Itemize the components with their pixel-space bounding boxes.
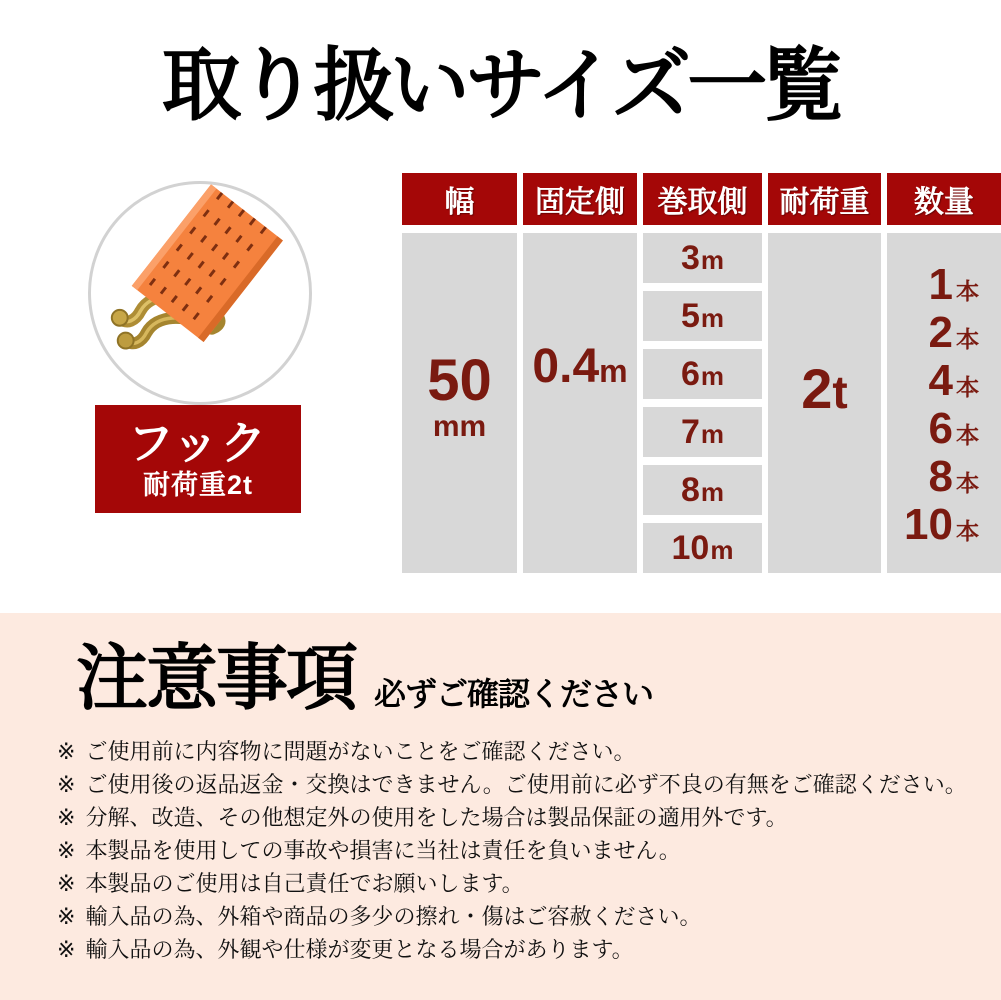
quantity-number: 8 [928,452,953,501]
quantity-row [929,451,979,499]
size-table [402,173,1001,573]
roll-length-number: 5 [680,297,700,335]
note-marker: ※ [57,805,76,830]
quantity-unit: 本 [956,278,979,304]
roll-length-number: 6 [680,355,700,393]
roll-length-number: 10 [671,529,710,567]
roll-length-unit: m [700,303,725,333]
quantity-unit: 本 [956,326,979,352]
cell-width [402,233,517,573]
col-header-load-capacity: 耐荷重 [768,173,881,225]
roll-length-number: 7 [680,413,700,451]
quantity-unit: 本 [956,518,979,544]
note-text: ご使用後の返品返金・交換はできません。ご使用前に必ず不良の有無をご確認ください。 [85,772,967,797]
quantity-number: 6 [928,404,953,453]
quantity-number: 4 [928,356,953,405]
notice-item [57,905,967,929]
notice-header [76,639,654,719]
roll-length-cell [643,291,762,341]
quantity-unit: 本 [956,470,979,496]
notice-item [57,839,967,863]
fixed-side-unit: m [599,353,628,389]
notice-list [57,740,967,971]
quantity-unit: 本 [956,422,979,448]
product-sublabel: 耐荷重2t [142,469,253,500]
quantity-number: 2 [928,308,953,357]
roll-length-unit: m [700,361,725,391]
col-header-quantity: 数量 [887,173,1001,225]
width-unit: mm [432,410,487,443]
roll-length-number: 8 [680,471,700,509]
cell-load-capacity [768,233,881,573]
note-marker: ※ [57,937,76,962]
load-capacity-number: 2 [801,357,833,420]
roll-length-cell [643,233,762,283]
roll-length-cell [643,523,762,573]
load-capacity-unit: t [832,366,848,418]
quantity-row [929,355,979,403]
notice-item [57,872,967,896]
note-marker: ※ [57,772,76,797]
note-text: 本製品を使用しての事故や損害に当社は責任を負いません。 [85,838,681,863]
note-marker: ※ [57,871,76,896]
quantity-number: 1 [928,260,953,309]
notice-item [57,938,967,962]
quantity-row [929,259,979,307]
product-photo [88,181,312,405]
note-text: 輸入品の為、外箱や商品の多少の擦れ・傷はご容赦ください。 [85,904,702,929]
product-label-box [95,405,301,513]
roll-length-number: 3 [680,239,700,277]
cell-quantity [887,233,1001,573]
quantity-row [929,403,979,451]
note-text: 分解、改造、その他想定外の使用をした場合は製品保証の適用外です。 [85,805,788,830]
notice-item [57,806,967,830]
notice-subtitle: 必ずご確認ください [374,676,654,712]
note-marker: ※ [57,904,76,929]
roll-length-unit: m [700,419,725,449]
notice-title: 注意事項 [76,639,357,719]
roll-length-cell [643,349,762,399]
roll-length-cell [643,407,762,457]
hook-strap-icon [91,184,309,402]
roll-length-unit: m [700,245,725,275]
note-text: 本製品のご使用は自己責任でお願いします。 [85,871,524,896]
fixed-side-number: 0.4 [532,340,600,393]
col-header-fixed-side: 固定側 [523,173,637,225]
roll-length-column [643,233,762,573]
notice-item [57,773,967,797]
notice-item [57,740,967,764]
roll-length-unit: m [710,535,734,565]
page-title: 取り扱いサイズ一覧 [161,41,840,130]
roll-length-unit: m [700,477,725,507]
col-header-width: 幅 [402,173,517,225]
quantity-row [904,499,979,547]
roll-length-cell [643,465,762,515]
note-text: 輸入品の為、外観や仕様が変更となる場合があります。 [85,937,634,962]
product-label: フック [127,416,269,469]
quantity-number: 10 [904,500,953,549]
cell-fixed-side [523,233,637,573]
notice-section [0,613,1001,1000]
note-marker: ※ [57,739,76,764]
quantity-unit: 本 [956,374,979,400]
width-number: 50 [427,348,492,413]
note-marker: ※ [57,838,76,863]
note-text: ご使用前に内容物に問題がないことをご確認ください。 [85,739,636,764]
quantity-row [929,307,979,355]
col-header-roll-side: 巻取側 [643,173,762,225]
